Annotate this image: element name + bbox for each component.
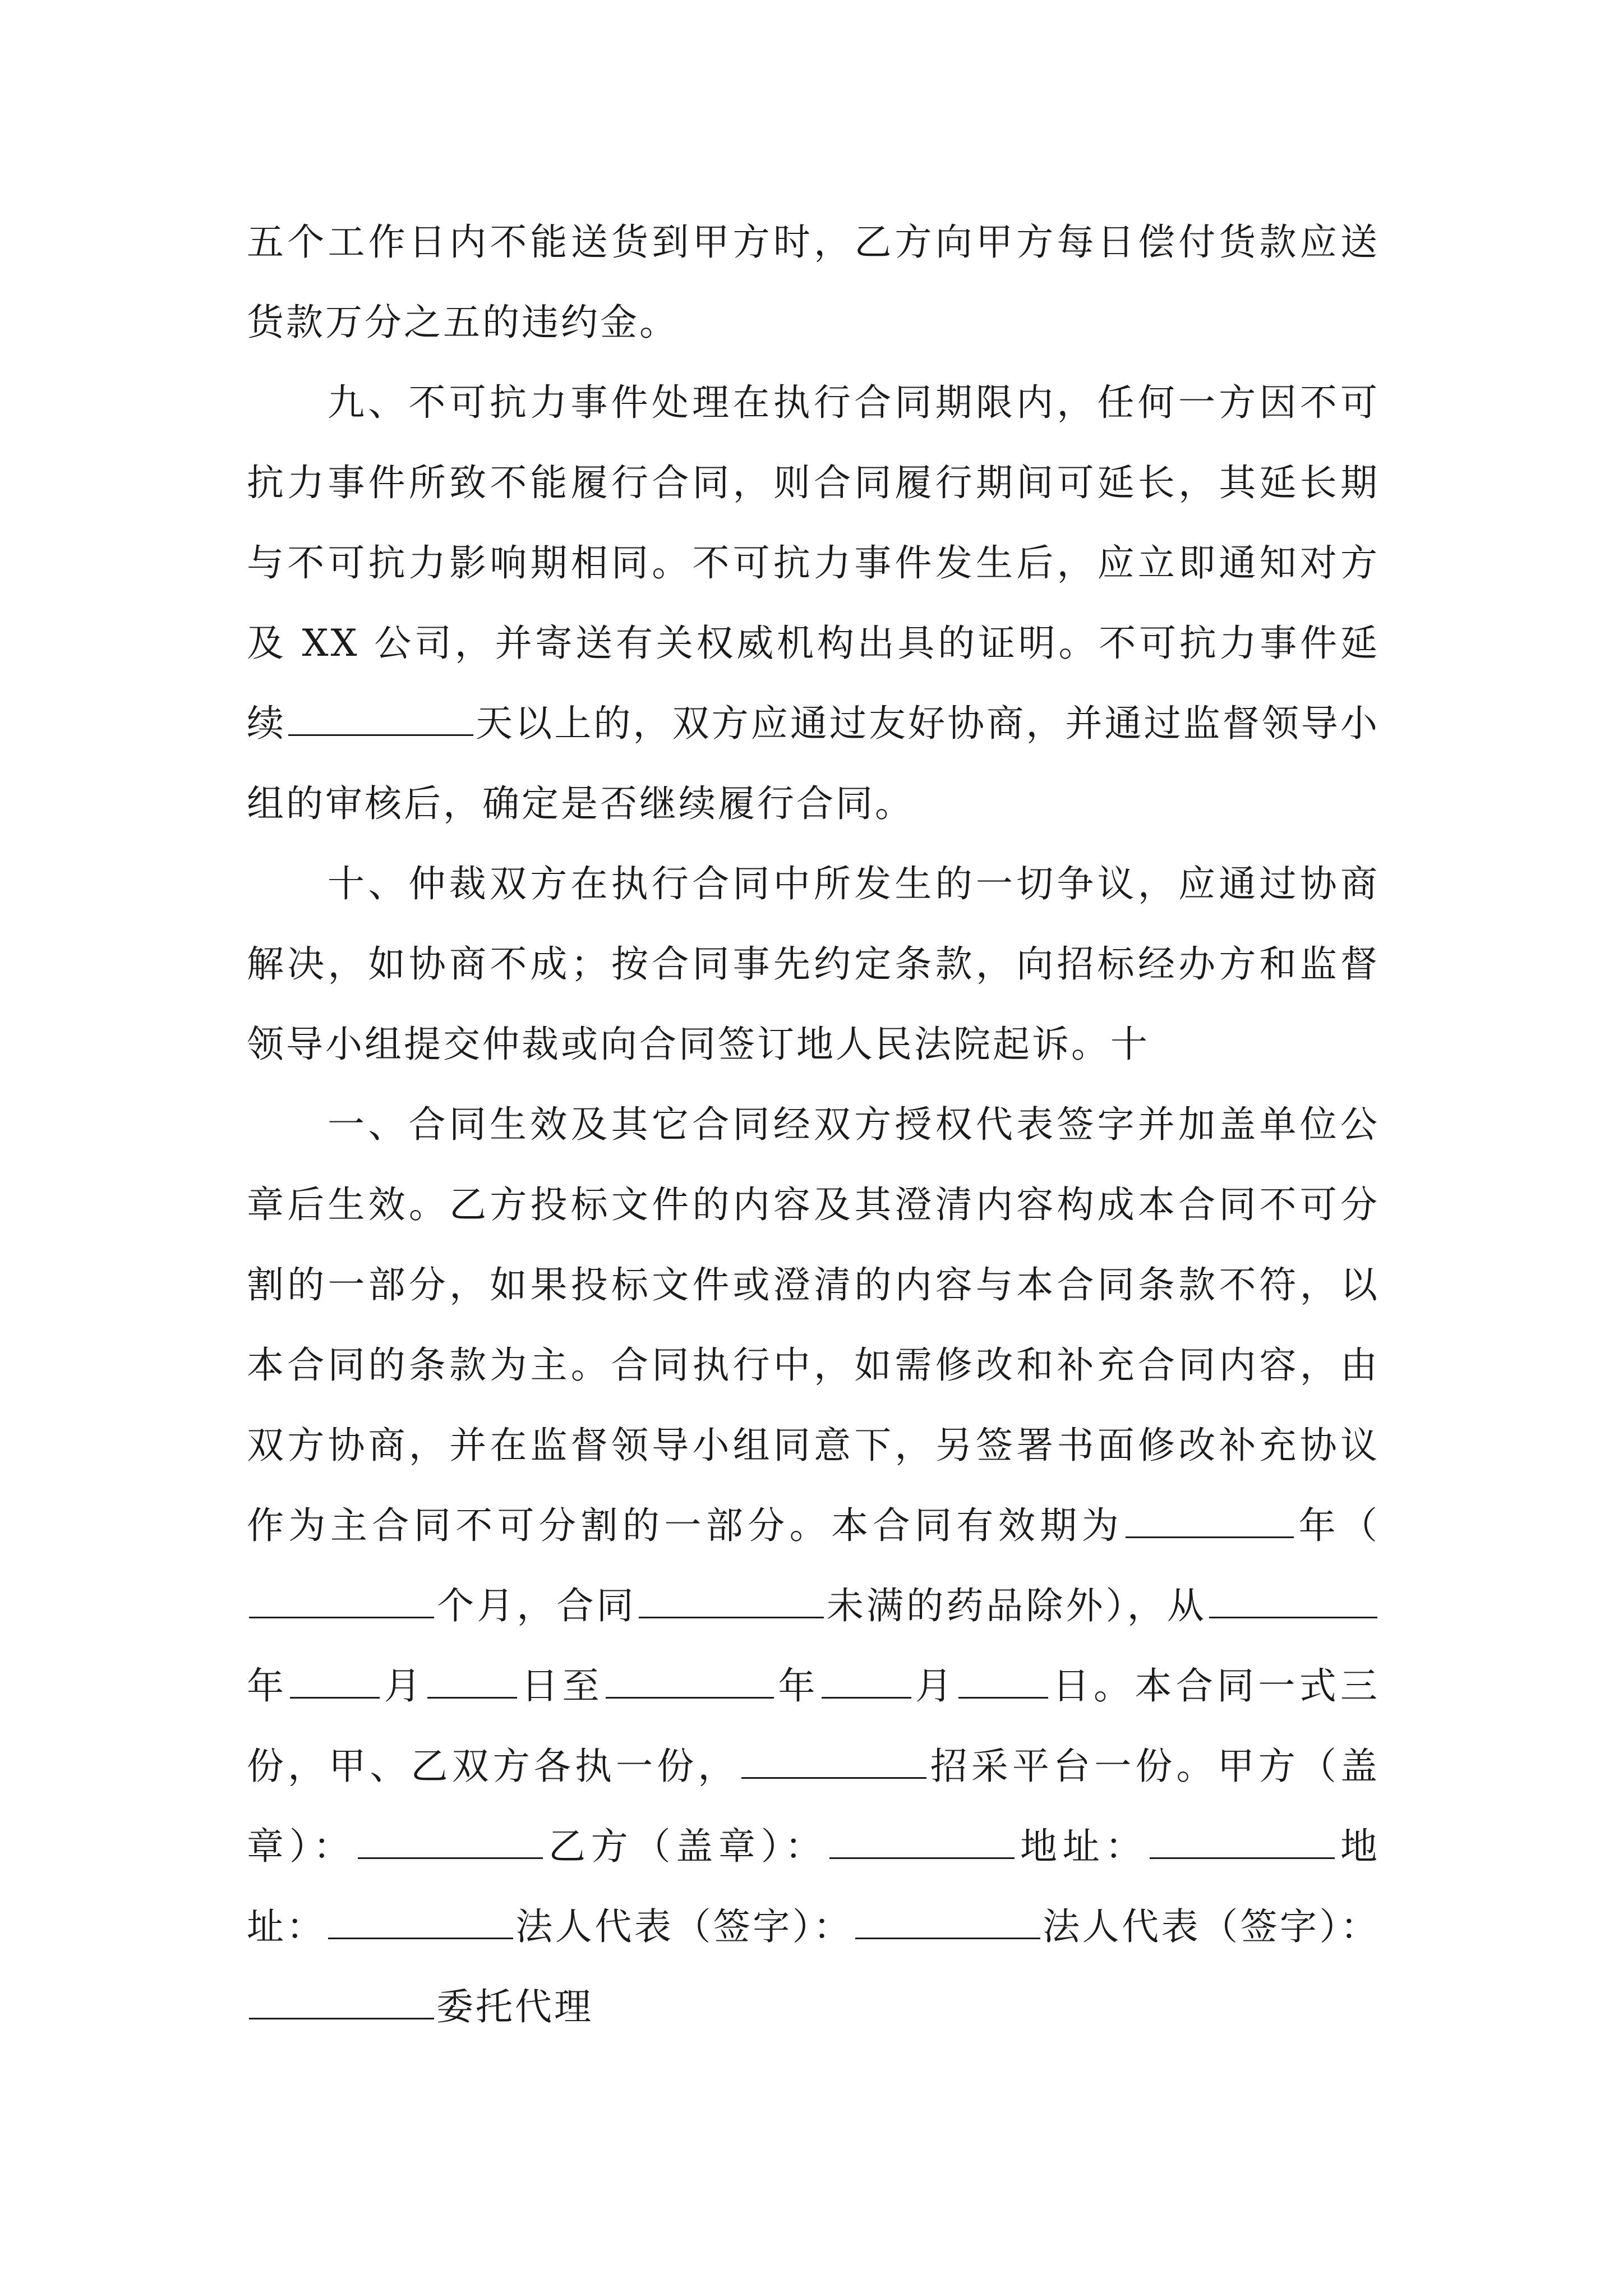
paragraph-text: 地址：	[1017, 1825, 1148, 1868]
blank-end-month-field[interactable]	[822, 1668, 911, 1699]
paragraph-text: 地址：	[247, 1825, 1380, 1948]
paragraph-text: 月	[913, 1664, 957, 1708]
paragraph-text: 年（	[1296, 1504, 1380, 1547]
blank-party-b-address-field[interactable]	[328, 1908, 513, 1939]
paragraph-text: 年	[776, 1664, 819, 1708]
paragraph-text: 九、不可抗力事件处理在执行合同期限内，任何一方因不可抗力事件所致不能履行合同，则合同履行期间可延长，其延长期与不可抗力影响期相同。不可抗力事件发生后，应立即通知对方及 XX 公司，并寄送有关权威机构出具的证明。不可抗力事件延续	[247, 381, 1380, 745]
paragraph-text: 五个工作日内不能送货到甲方时，乙方向甲方每日偿付货款应送货款万分之五的违约金。	[247, 220, 1380, 344]
paragraph-text: 法人代表（签字）：	[515, 1905, 853, 1948]
blank-party-a-address-field[interactable]	[1150, 1828, 1335, 1859]
paragraph-text: 委托代理	[436, 1985, 593, 2028]
blank-party-b-representative-field[interactable]	[249, 1989, 434, 2019]
paragraph-force-majeure	[247, 362, 1380, 844]
paragraph-text: 未满的药品除外），从	[826, 1584, 1207, 1627]
blank-party-a-seal-field[interactable]	[358, 1828, 543, 1859]
paragraph-text: 年	[247, 1664, 288, 1708]
paragraph-text: 招采平台一份。甲方（盖章）：	[247, 1745, 1380, 1868]
blank-contract-field[interactable]	[639, 1588, 824, 1618]
blank-start-year-field[interactable]	[1209, 1588, 1377, 1618]
paragraph-effectiveness	[247, 1084, 1380, 2047]
blank-end-day-field[interactable]	[958, 1668, 1048, 1699]
paragraph-text: 日。本合同一式三份，甲、乙双方各执一份，	[247, 1664, 1380, 1788]
blank-platform-field[interactable]	[741, 1748, 926, 1779]
paragraph-delivery-penalty	[247, 202, 1380, 362]
paragraph-text: 一、合同生效及其它合同经双方授权代表签字并加盖单位公章后生效。乙方投标文件的内容及其澄清内容构成本合同不可分割的一部分，如果投标文件或澄清的内容与本合同条款不符，以本合同的条款为主。合同执行中，如需修改和补充合同内容，由双方协商，并在监督领导小组同意下，另签署书面修改补充协议作为主合同不可分割的一部分。本合同有效期为	[247, 1103, 1380, 1547]
paragraph-text: 天以上的，双方应通过友好协商，并通过监督领导小组的审核后，确定是否继续履行合同。	[247, 702, 1380, 825]
blank-party-b-seal-field[interactable]	[829, 1828, 1015, 1859]
blank-end-year-field[interactable]	[606, 1668, 774, 1699]
paragraph-text: 个月，合同	[436, 1584, 637, 1627]
paragraph-text: 十、仲裁双方在执行合同中所发生的一切争议，应通过协商解决，如协商不成；按合同事先约定条款，向招标经办方和监督领导小组提交仲裁或向合同签订地人民法院起诉。十	[247, 862, 1380, 1066]
blank-start-month-field[interactable]	[290, 1668, 380, 1699]
paragraph-arbitration	[247, 844, 1380, 1084]
paragraph-text: 乙方（盖章）：	[545, 1825, 828, 1868]
paragraph-text: 月	[382, 1664, 426, 1708]
blank-party-a-representative-field[interactable]	[855, 1908, 1040, 1939]
paragraph-text: 日至	[519, 1664, 604, 1708]
blank-start-day-field[interactable]	[427, 1668, 517, 1699]
blank-term-years-field[interactable]	[1126, 1507, 1294, 1538]
paragraph-text: 法人代表（签字）：	[1042, 1905, 1380, 1948]
contract-body	[247, 202, 1380, 2047]
blank-days-field[interactable]	[288, 705, 473, 736]
blank-term-months-field[interactable]	[249, 1588, 434, 1618]
